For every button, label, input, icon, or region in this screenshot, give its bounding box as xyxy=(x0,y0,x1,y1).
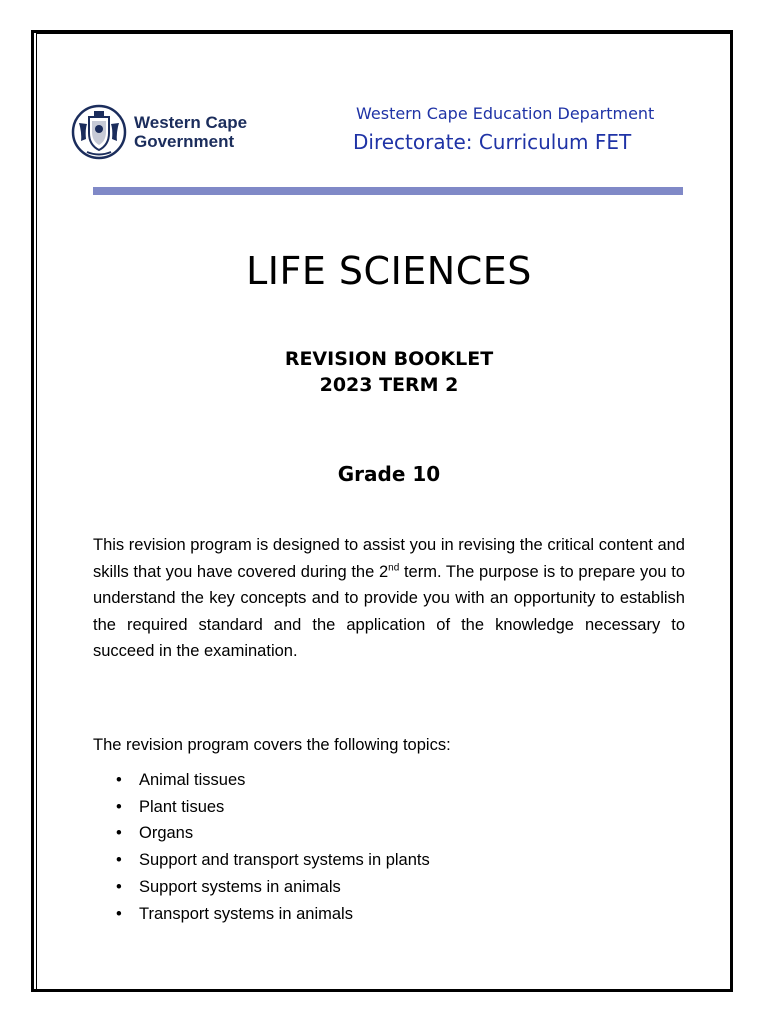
page-title: LIFE SCIENCES xyxy=(246,249,532,293)
bullet-icon: • xyxy=(116,851,122,870)
list-item xyxy=(93,901,685,928)
logo-wordmark xyxy=(134,113,247,151)
topic-label: Support and transport systems in plants xyxy=(139,851,430,870)
topic-label: Support systems in animals xyxy=(139,877,341,896)
wcg-logo xyxy=(70,103,247,161)
list-item xyxy=(93,767,685,794)
topics-list xyxy=(93,767,685,927)
intro-superscript: nd xyxy=(388,562,400,573)
topics-intro: The revision program covers the following topics: xyxy=(93,736,451,754)
directorate-name: Directorate: Curriculum FET xyxy=(353,130,632,154)
subtitle-term: 2023 TERM 2 xyxy=(319,374,459,396)
coat-of-arms-icon xyxy=(70,103,128,161)
bullet-icon: • xyxy=(116,904,122,923)
bullet-icon: • xyxy=(116,771,122,789)
list-item xyxy=(93,820,685,847)
logo-line-1: Western Cape xyxy=(134,113,248,132)
topic-label: Organs xyxy=(139,824,194,843)
bullet-icon: • xyxy=(116,877,122,896)
bullet-icon: • xyxy=(116,797,122,816)
list-item xyxy=(93,847,685,874)
list-item xyxy=(93,794,685,821)
intro-text-part-2: term. The purpose is to prepare you to understand the key concepts and to provide you with an opportunity to establish the required standard and the application of the knowledge necessary to succeed in the examination. xyxy=(93,562,686,660)
grade-label: Grade 10 xyxy=(337,462,441,486)
topic-label: Animal tissues xyxy=(139,771,246,789)
topic-label: Transport systems in animals xyxy=(139,904,353,923)
intro-text-part-1: This revision program is designed to assist you in revising the critical content and skills that you have covered during the 2 xyxy=(93,536,685,581)
list-item xyxy=(93,874,685,901)
logo-line-2: Government xyxy=(134,132,235,151)
topic-label: Plant tisues xyxy=(139,797,225,816)
department-name: Western Cape Education Department xyxy=(356,104,655,123)
header-divider xyxy=(93,187,683,195)
subtitle-booklet: REVISION BOOKLET xyxy=(284,348,494,370)
bullet-icon: • xyxy=(116,824,122,843)
intro-paragraph xyxy=(93,532,685,665)
